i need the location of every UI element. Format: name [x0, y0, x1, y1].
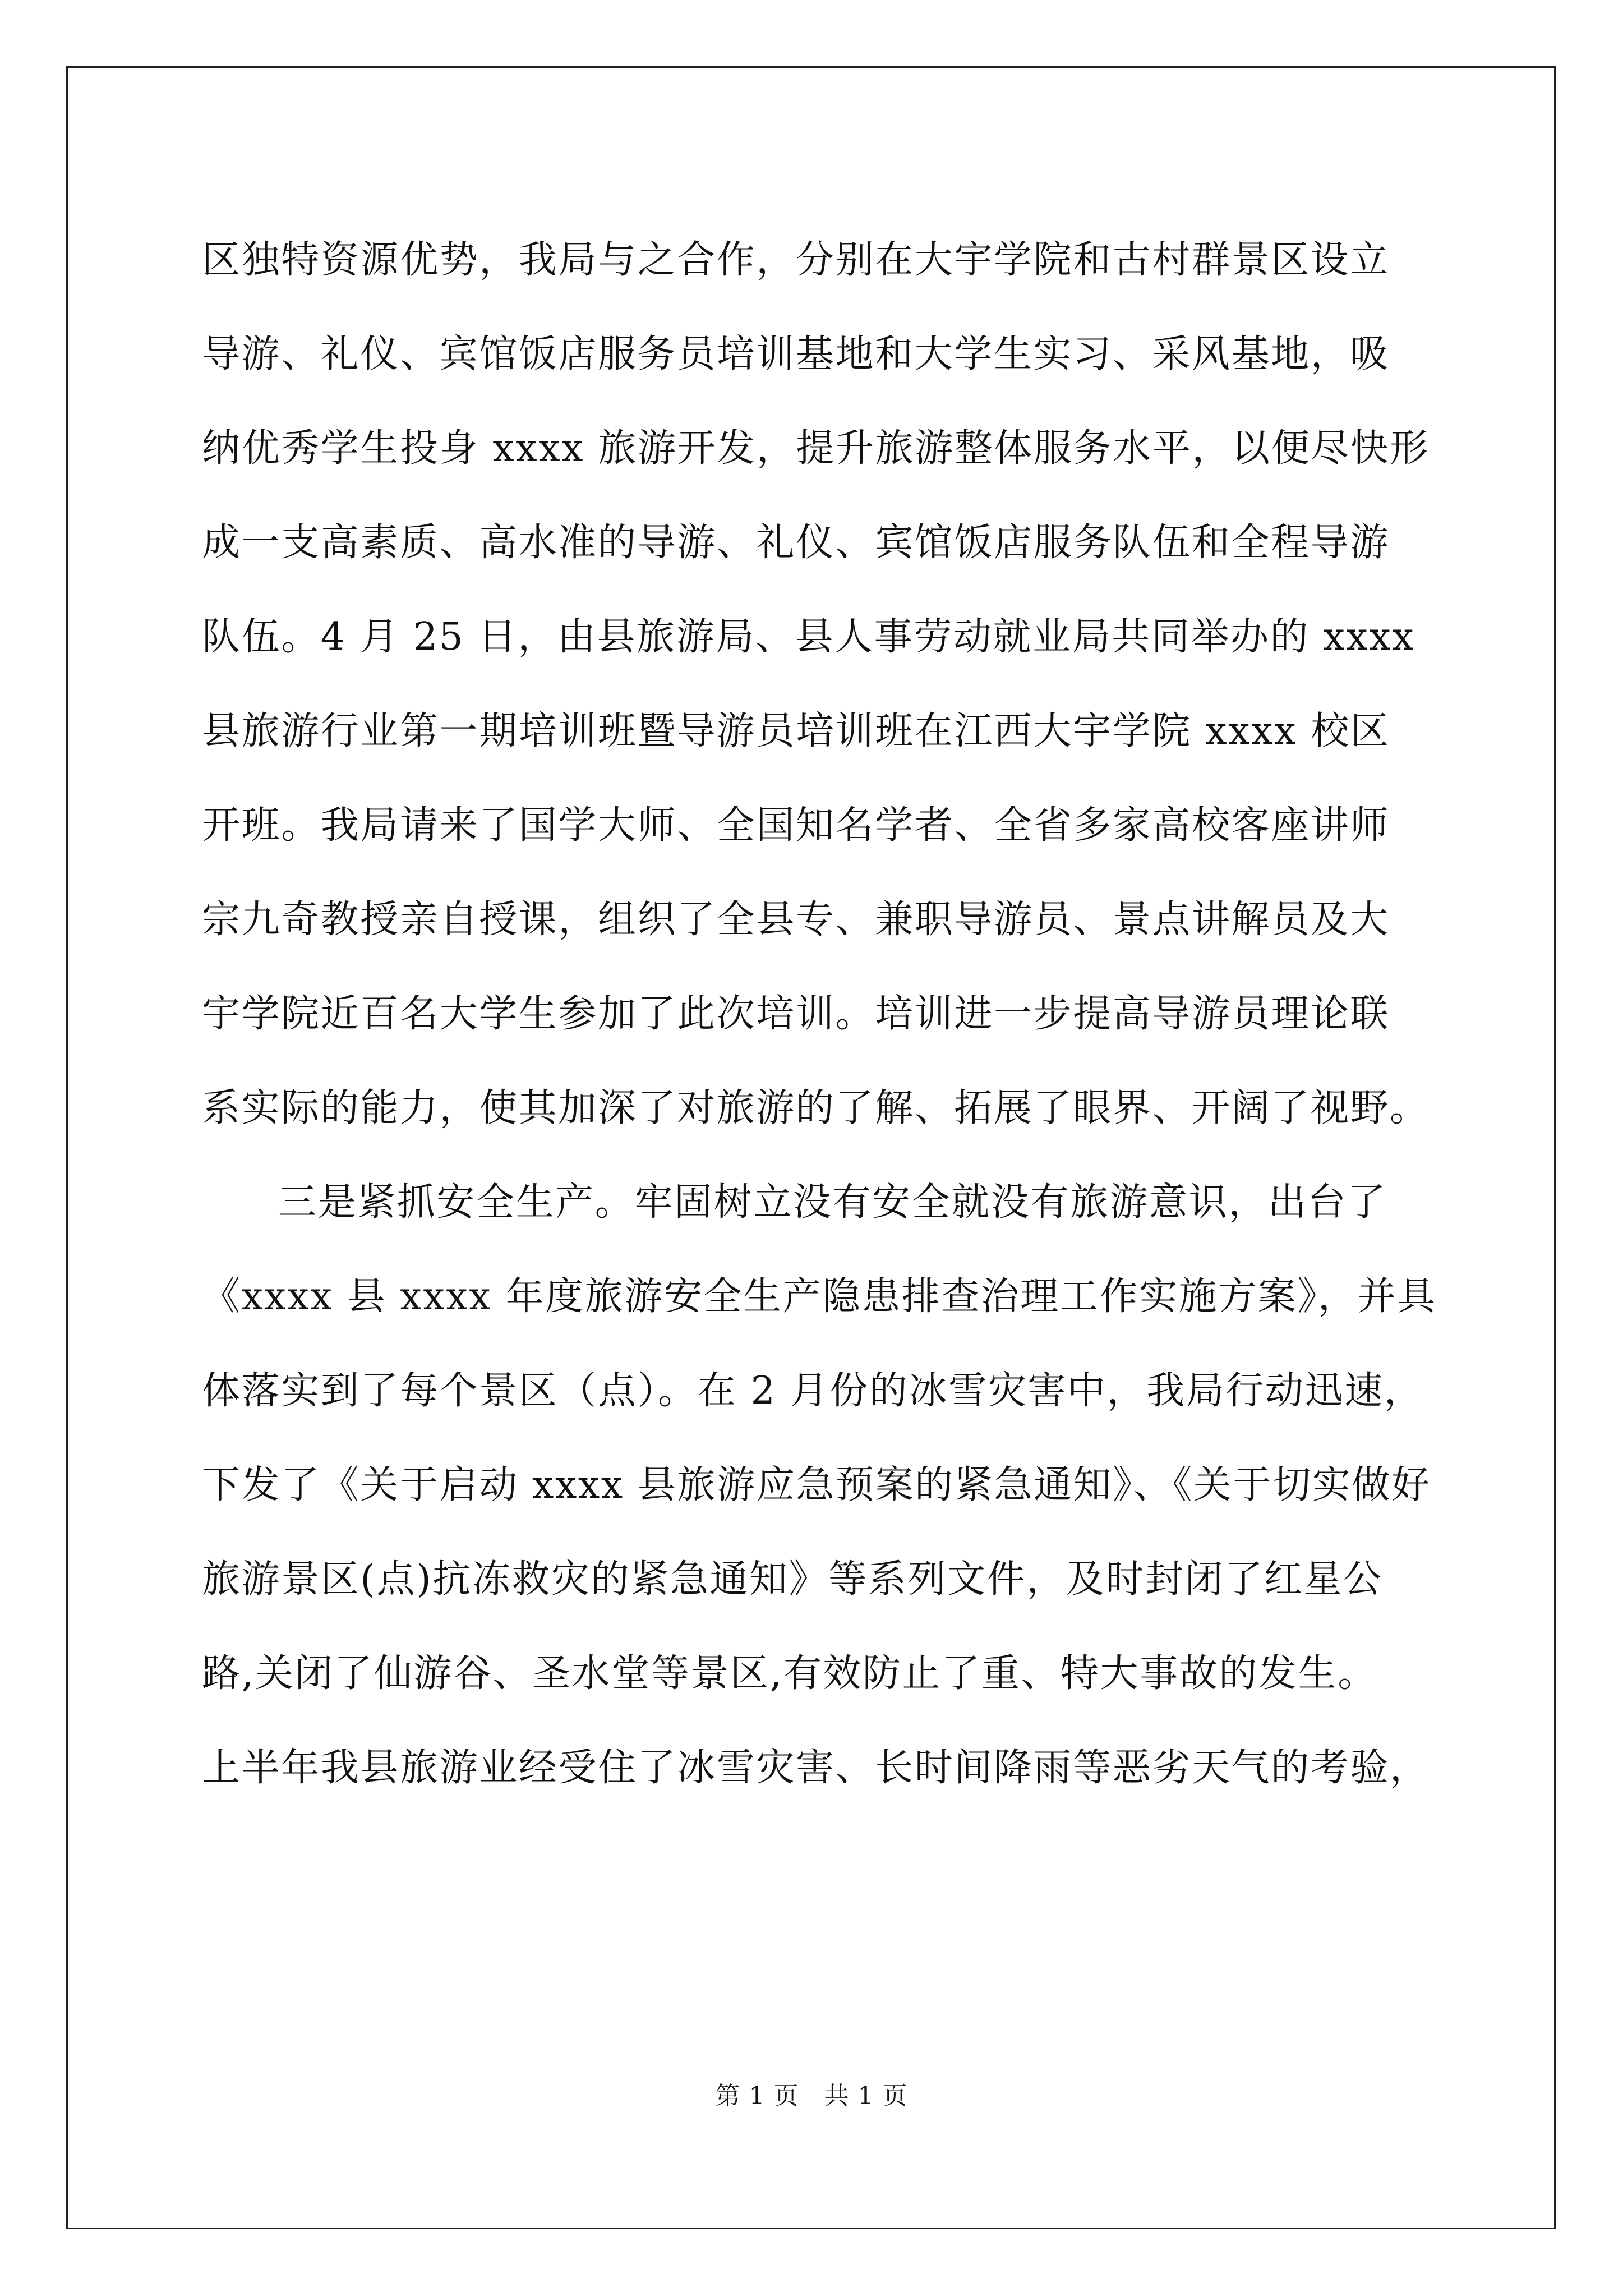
text-line-8: 宗九奇教授亲自授课，组织了全县专、兼职导游员、景点讲解员及大 [202, 898, 1390, 942]
text-line-12: 《xxxx 县 xxxx 年度旅游安全生产隐患排查治理工作实施方案》，并具 [202, 1274, 1437, 1319]
text-line-7: 开班。我局请来了国学大师、全国知名学者、全省多家高校客座讲师 [202, 803, 1390, 848]
text-line-16: 路,关闭了仙游谷、圣水堂等景区,有效防止了重、特大事故的发生。 [202, 1651, 1377, 1696]
text-line-17: 上半年我县旅游业经受住了冰雪灾害、长时间降雨等恶劣天气的考验， [202, 1746, 1430, 1790]
text-line-3: 纳优秀学生投身 xxxx 旅游开发，提升旅游整体服务水平，以便尽快形 [202, 426, 1430, 471]
text-line-4: 成一支高素质、高水准的导游、礼仪、宾馆饭店服务队伍和全程导游 [202, 521, 1390, 565]
text-line-6: 县旅游行业第一期培训班暨导游员培训班在江西大宇学院 xxxx 校区 [202, 709, 1390, 753]
text-line-1: 区独特资源优势，我局与之合作，分别在大宇学院和古村群景区设立 [202, 238, 1390, 282]
text-line-9: 宇学院近百名大学生参加了此次培训。培训进一步提高导游员理论联 [202, 992, 1390, 1036]
text-line-11: 三是紧抓安全生产。牢固树立没有安全就没有旅游意识，出台了 [278, 1180, 1387, 1225]
document-body [202, 213, 1436, 1815]
text-line-15: 旅游景区(点)抗冻救灾的紧急通知》等系列文件，及时封闭了红星公 [202, 1557, 1383, 1602]
page-number-footer: 第 1 页 共 1 页 [715, 2082, 908, 2110]
text-line-10: 系实际的能力，使其加深了对旅游的了解、拓展了眼界、开阔了视野。 [202, 1086, 1430, 1130]
text-line-5: 队伍。4 月 25 日，由县旅游局、县人事劳动就业局共同举办的 xxxx [202, 615, 1415, 659]
text-line-2: 导游、礼仪、宾馆饭店服务员培训基地和大学生实习、采风基地，吸 [202, 332, 1390, 376]
text-line-14: 下发了《关于启动 xxxx 县旅游应急预案的紧急通知》、《关于切实做好 [202, 1463, 1431, 1507]
text-line-13: 体落实到了每个景区（点）。在 2 月份的冰雪灾害中，我局行动迅速， [202, 1369, 1424, 1413]
